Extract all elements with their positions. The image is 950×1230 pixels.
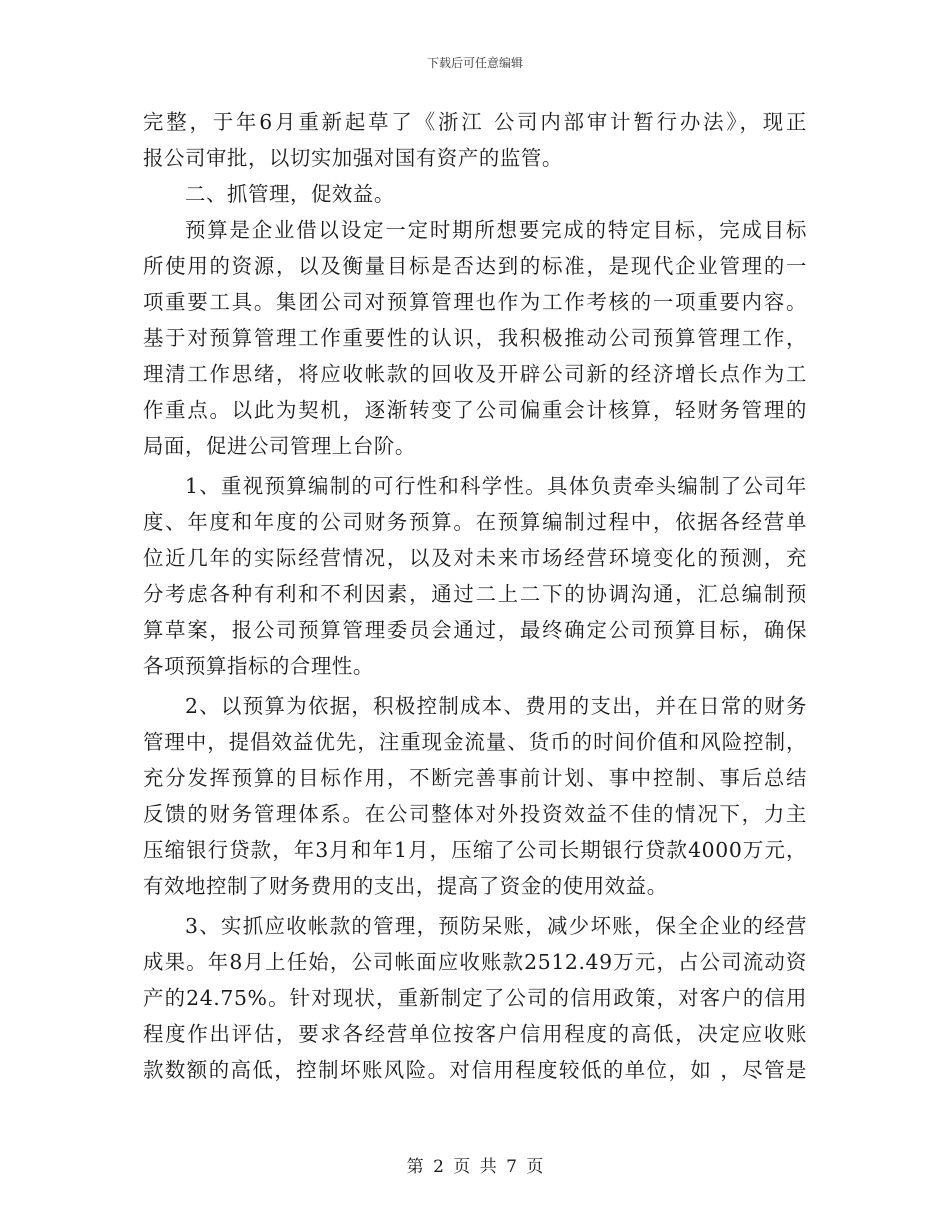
document-body <box>143 104 807 1088</box>
body-line: 作重点。以此为契机，逐渐转变了公司偏重会计核算，轻财务管理的 <box>143 398 807 422</box>
body-line: 成果。年8月上任始，公司帐面应收账款2512.49万元，占公司流动资 <box>143 950 807 974</box>
body-line: 所使用的资源，以及衡量目标是否达到的标准，是现代企业管理的一 <box>143 254 807 278</box>
body-line: 分考虑各种有利和不利因素，通过二上二下的协调沟通，汇总编制预 <box>143 582 807 606</box>
body-line: 1、重视预算编制的可行性和科学性。具体负责牵头编制了公司年 <box>185 474 807 498</box>
body-line: 预算是企业借以设定一定时期所想要完成的特定目标，完成目标 <box>185 218 807 242</box>
body-line: 充分发挥预算的目标作用，不断完善事前计划、事中控制、事后总结 <box>143 766 807 790</box>
body-line: 报公司审批，以切实加强对国有资产的监管。 <box>143 146 563 170</box>
body-line: 产的24.75%。针对现状，重新制定了公司的信用政策，对客户的信用 <box>143 986 807 1010</box>
body-line: 理清工作思绪，将应收帐款的回收及开辟公司新的经济增长点作为工 <box>143 362 807 386</box>
body-line: 算草案，报公司预算管理委员会通过，最终确定公司预算目标，确保 <box>143 618 807 642</box>
body-line: 2、以预算为依据，积极控制成本、费用的支出，并在日常的财务 <box>185 694 807 718</box>
body-line: 局面，促进公司管理上台阶。 <box>143 434 416 458</box>
body-line: 有效地控制了财务费用的支出，提高了资金的使用效益。 <box>143 874 668 898</box>
body-line: 基于对预算管理工作重要性的认识，我积极推动公司预算管理工作， <box>143 326 807 350</box>
body-line: 度、年度和年度的公司财务预算。在预算编制过程中，依据各经营单 <box>143 510 807 534</box>
body-line: 反馈的财务管理体系。在公司整体对外投资效益不佳的情况下，力主 <box>143 802 807 826</box>
body-line: 位近几年的实际经营情况，以及对未来市场经营环境变化的预测，充 <box>143 546 807 570</box>
body-line: 二、抓管理，促效益。 <box>185 182 395 206</box>
page-header-note: 下载后可任意编辑 <box>426 56 523 70</box>
body-line: 3、实抓应收帐款的管理，预防呆账，减少坏账，保全企业的经营 <box>185 914 807 938</box>
body-line: 各项预算指标的合理性。 <box>143 654 374 678</box>
body-line: 款数额的高低，控制坏账风险。对信用程度较低的单位，如 ，尽管是 <box>143 1058 807 1082</box>
body-line: 完整，于年6月重新起草了《浙江 公司内部审计暂行办法》，现正 <box>143 110 807 134</box>
body-line: 管理中，提倡效益优先，注重现金流量、货币的时间价值和风险控制， <box>143 730 807 754</box>
page-number-footer: 第 2 页 共 7 页 <box>406 1157 544 1177</box>
body-line: 程度作出评估，要求各经营单位按客户信用程度的高低，决定应收账 <box>143 1022 807 1046</box>
body-line: 项重要工具。集团公司对预算管理也作为工作考核的一项重要内容。 <box>143 290 807 314</box>
body-line: 压缩银行贷款，年3月和年1月，压缩了公司长期银行贷款4000万元， <box>143 838 807 862</box>
